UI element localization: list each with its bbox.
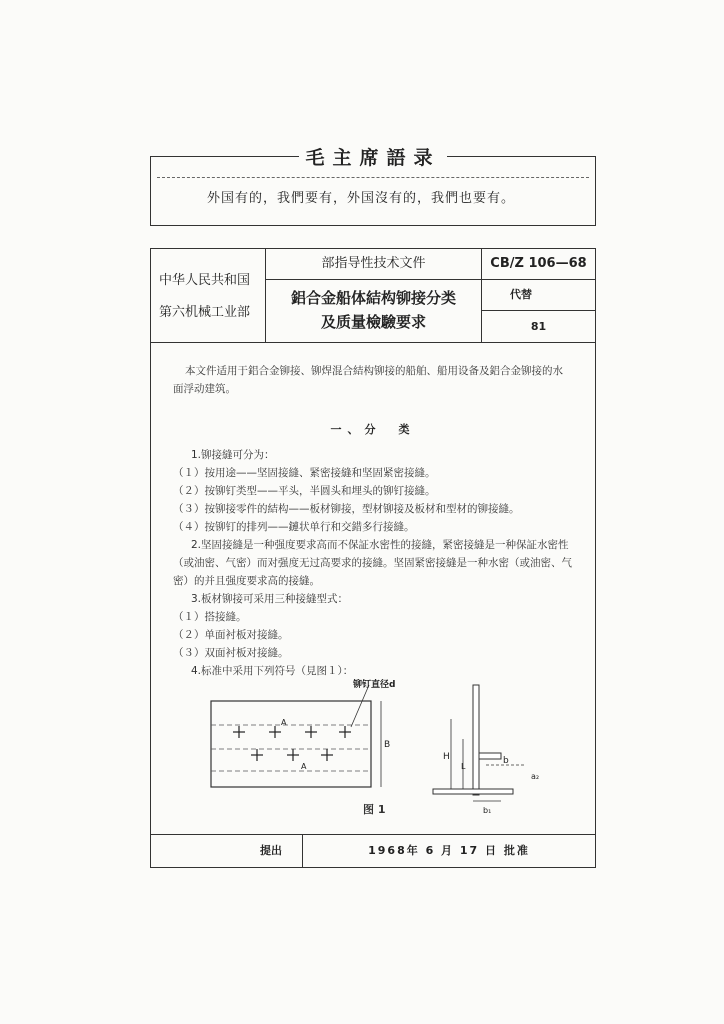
replaces-label: 代替 [482, 279, 595, 311]
org-line-1: 中华人民共和国 [159, 273, 251, 288]
section-line: （２）单面衬板对接縫。 [173, 629, 289, 641]
issuing-organization [151, 249, 266, 343]
divider [157, 177, 589, 178]
section-line: （４）按铆钉的排列——鏈状单行和交錯多行接縫。 [173, 521, 415, 533]
section-line: （３）按铆接零件的結构——板材铆接，型材铆接及板材和型材的铆接縫。 [173, 503, 520, 515]
figure-caption: 图 1 [363, 803, 386, 816]
page-number: 81 [530, 320, 547, 333]
section-line: （３）双面衬板对接縫。 [173, 647, 289, 659]
label-b: b [503, 756, 509, 766]
label-L: L [461, 762, 466, 771]
quotation-text: 外国有的，我們要有，外国沒有的，我們也要有。 [207, 191, 516, 206]
approval-date: 1968年 6 月 17 日 批准 [368, 844, 530, 857]
intro-line-2: 面浮动建筑。 [173, 383, 236, 395]
footer-row [151, 834, 595, 867]
rivet-diameter-label: 铆钉直径d [353, 680, 396, 690]
document-title-line-2: 及质量檢驗要求 [320, 313, 426, 331]
document-form [150, 248, 596, 868]
label-a2: a₂ [531, 772, 540, 781]
section-line: 4.标准中采用下列符号（見图１）： [191, 665, 354, 677]
document-code: CB/Z 106—68 [482, 249, 595, 280]
section-line: 3.板材铆接可采用三种接縫型式： [191, 593, 349, 605]
section-heading: 一、分 类 [330, 423, 416, 436]
section-line: （或油密、气密）而对强度无过高要求的接縫。坚固紧密接縫是一种水密（或油密、气 [173, 557, 572, 569]
label-H: H [443, 752, 450, 762]
org-line-2: 第六机械工业部 [159, 305, 251, 320]
section-line: 密）的并且强度要求高的接縫。 [173, 575, 320, 587]
section-line: （２）按铆钉类型——平头，半圆头和埋头的铆钉接縫。 [173, 485, 436, 497]
label-a-bottom: A [301, 762, 307, 771]
section-line: （１）按用途——坚固接縫、紧密接縫和坚固紧密接縫。 [173, 467, 436, 479]
section-line: 1.铆接縫可分为： [191, 449, 275, 461]
quotation-box [150, 147, 596, 226]
intro-line-1: 本文件适用于鋁合金铆接、铆焊混合結构铆接的船舶、船用设备及鋁合金铆接的水 [185, 365, 563, 377]
document-type: 部指导性技术文件 [266, 249, 481, 280]
label-a-top: A [281, 718, 287, 727]
document-title-block [266, 249, 482, 343]
quotation-title: 毛主席語录 [151, 143, 595, 170]
label-b1: b₁ [483, 806, 492, 815]
submitted-label: 提出 [151, 835, 303, 867]
section-line: （１）搭接縫。 [173, 611, 247, 623]
document-code-block [482, 249, 595, 343]
section-line: 2.坚固接縫是一种强度要求高而不保証水密性的接縫，紧密接縫是一种保証水密性 [191, 539, 569, 551]
document-title-line-1: 鋁合金船体結构铆接分类 [290, 289, 456, 307]
rivet-joint-figure [201, 679, 561, 819]
label-B: B [384, 740, 391, 750]
